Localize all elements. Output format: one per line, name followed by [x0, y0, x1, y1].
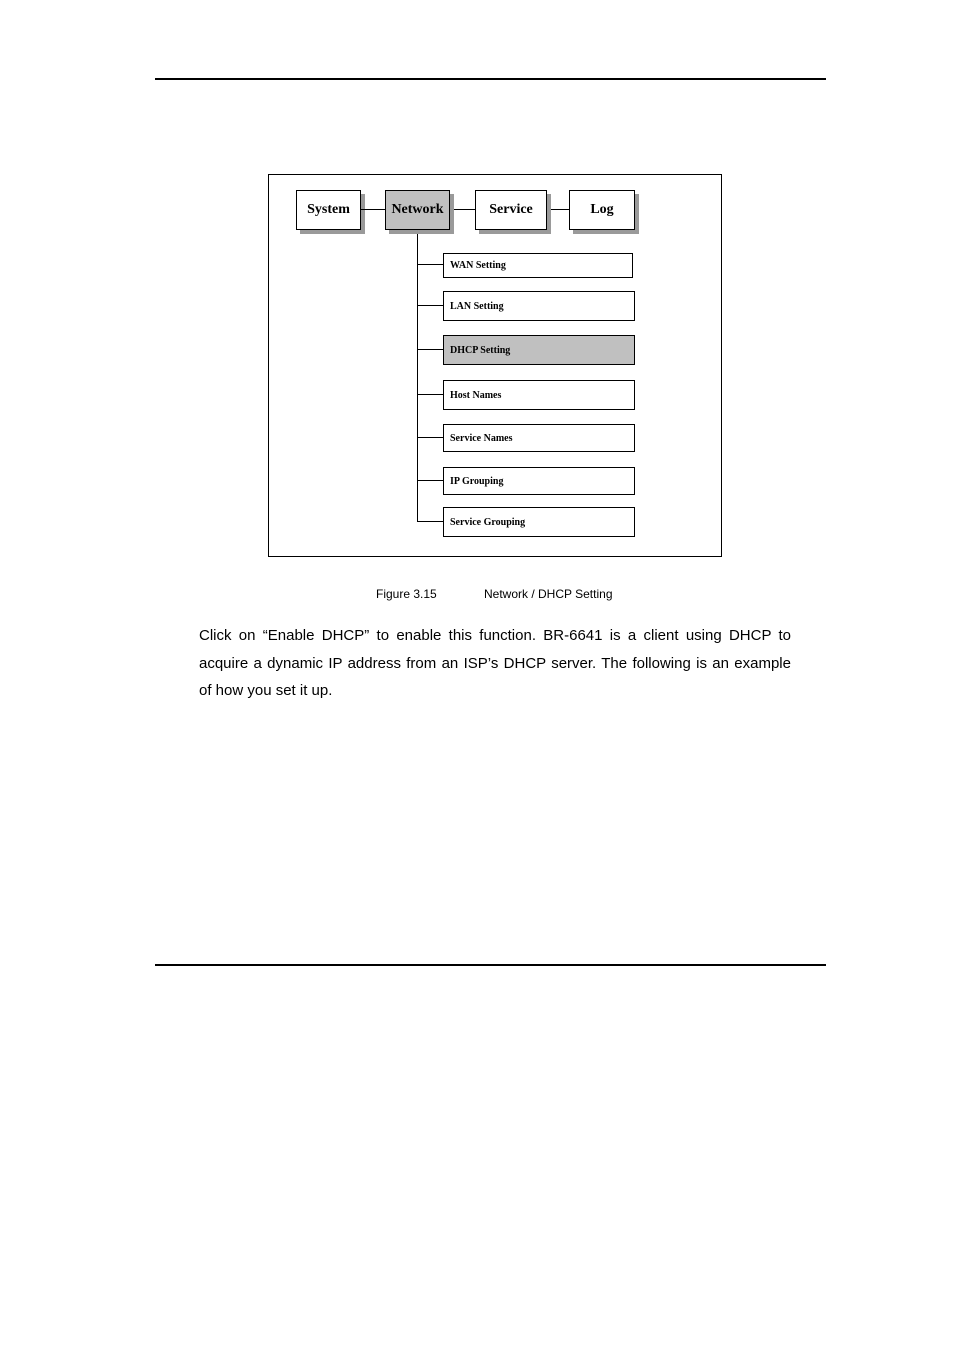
branch-dhcp [417, 349, 443, 350]
branch-service-names [417, 437, 443, 438]
submenu-ip-grouping[interactable]: IP Grouping [443, 467, 635, 495]
submenu-service-names[interactable]: Service Names [443, 424, 635, 452]
figure-title: Network / DHCP Setting [484, 587, 613, 601]
connector-service-log [551, 209, 569, 210]
submenu-wan-setting[interactable]: WAN Setting [443, 253, 633, 278]
branch-lan [417, 305, 443, 306]
submenu-host-names[interactable]: Host Names [443, 380, 635, 410]
connector-network-service [454, 209, 475, 210]
menu-system[interactable]: System [296, 190, 361, 230]
figure-number: Figure 3.15 [376, 587, 437, 601]
menu-network[interactable]: Network [385, 190, 450, 230]
branch-wan [417, 264, 443, 265]
branch-service-grouping [417, 521, 443, 522]
footer-rule [155, 964, 826, 966]
header-rule [155, 78, 826, 80]
submenu-lan-setting[interactable]: LAN Setting [443, 291, 635, 321]
tree-trunk [417, 234, 418, 521]
branch-host-names [417, 394, 443, 395]
branch-ip-grouping [417, 480, 443, 481]
body-paragraph: Click on “Enable DHCP” to enable this function. BR-6641 is a client using DHCP to acquire a dynamic IP address from an ISP’s DHCP server. The following is an example of how you set it up. [199, 627, 791, 699]
submenu-service-grouping[interactable]: Service Grouping [443, 507, 635, 537]
submenu-dhcp-setting[interactable]: DHCP Setting [443, 335, 635, 365]
menu-diagram [268, 174, 722, 557]
menu-service[interactable]: Service [475, 190, 547, 230]
menu-log[interactable]: Log [569, 190, 635, 230]
connector-system-network [361, 209, 385, 210]
